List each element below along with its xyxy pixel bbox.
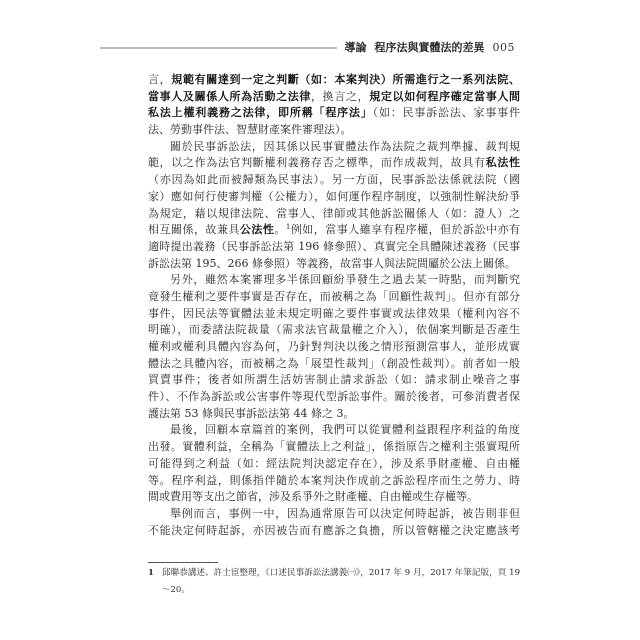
- text-run: 舉例而言，事例一中，因為通常原告可以決定何時起訴，被告則非但: [170, 506, 520, 520]
- text-run: 為規定，藉以規律法院、當事人、律師或其他訴訟關係人（如：證人）之: [148, 206, 520, 220]
- text-run: （如：民事訴訟法、家事事件: [372, 106, 521, 120]
- text-run: 明確），而委諸法院裁量（需求法官裁量權之介入），依個案判斷是否產生: [148, 323, 520, 337]
- paragraph: [148, 139, 520, 273]
- chapter-title: 程序法與實體法的差異: [374, 41, 485, 54]
- text-line: [148, 206, 520, 223]
- text-run: 範，以之作為法官判斷權利義務存否之標準，而作成裁判，故具有: [148, 156, 486, 170]
- text-run: 另外，雖然本案審理多半係回顧紛爭發生之過去某一時點，而判斷究: [170, 273, 520, 287]
- bold-text: 規範有關達到一定之判斷（如：本案判決）所需進行之一系列法院、: [171, 73, 521, 86]
- paragraph: [148, 506, 520, 539]
- text-run: ，換言之，: [311, 89, 370, 103]
- page-number: 005: [492, 41, 515, 54]
- text-run: 適時提出義務（民事訴訟法第 196 條參照）、真實完全具體陳述義務（民事: [148, 239, 520, 253]
- text-line: [148, 506, 520, 523]
- text-run: （亦因為如此而被歸類為民事法）。另一方面，民事訴訟法係就法院（國: [148, 173, 520, 187]
- text-line: [148, 89, 520, 106]
- header-rule: [100, 47, 337, 49]
- text-line: [148, 339, 520, 356]
- text-run: 例如，當事人雖享有程序權，但於訴訟中亦有: [290, 223, 521, 237]
- paragraph: [148, 72, 520, 139]
- bold-text: 當事人及關係人所為活動之法律: [148, 89, 312, 103]
- bold-text: 私法上權利義務之法律，即所稱「程序法」: [148, 106, 373, 120]
- text-run: 不能決定何時起訴，亦因被告而有應訴之負擔，所以管轄權之決定應該考: [148, 523, 520, 537]
- text-run: 竟發生權利之要件事實是否存在，而被稱之為「回顧性裁判」。但亦有部分: [148, 289, 520, 303]
- footnote-line: 邱聯恭講述、許士宦整理，《口述民事訴訟法講義㈠》，2017 年 9 月，2017 年筆記版，頁 19: [162, 568, 520, 578]
- text-run: 事件，因民法等實體法並未規定明確之要件事實或法律效果（權利內容不: [148, 306, 520, 320]
- text-line: [148, 422, 520, 439]
- text-run: 等。程序利益，則係指伴隨於本案判決作成前之訴訟程序而生之勞力、時: [148, 473, 520, 487]
- text-run: 護法第 53 條與民事訴訟法第 44 條之 3。: [148, 406, 355, 420]
- text-run: 相互關係，故兼具: [148, 223, 240, 237]
- text-line: [148, 322, 520, 339]
- text-run: 家）應如何行使審判權（公權力），如何運作程序制度，以強制性解決紛爭: [148, 189, 520, 203]
- text-line: [148, 272, 520, 289]
- text-run: 權利或權利具體內容為何，乃針對判決以後之情形預測當事人，並形成實: [148, 340, 520, 353]
- text-line: [148, 222, 520, 239]
- text-line: [148, 122, 520, 139]
- paragraph: [148, 272, 520, 422]
- text-line: [148, 389, 520, 406]
- text-line: [148, 456, 520, 473]
- bold-text: 規定以如何程序確定當事人間: [369, 89, 521, 103]
- text-run: 件）、不作為訴訟或公害事件等現代型訴訟事件。關於後者，可參消費者保: [148, 390, 520, 404]
- running-head: [100, 40, 515, 56]
- text-line: [148, 139, 520, 156]
- text-run: 間或費用等支出之節省，涉及系爭外之財產權、自由權或生存權等。: [148, 490, 478, 504]
- text-line: [148, 523, 520, 540]
- text-run: 買賣事件；後者如所謂生活妨害制止請求訴訟（如：請求制止噪音之事: [148, 373, 520, 387]
- footnote-rule: [148, 562, 218, 563]
- text-line: [148, 105, 520, 122]
- text-run: 法、勞動事件法、智慧財產案件審理法）。: [148, 123, 352, 137]
- text-run: 言，: [148, 73, 172, 86]
- text-run: 關於民事訴訟法，因其係以民事實體法作為法院之裁判準據、裁判規: [170, 139, 520, 153]
- text-run: 。: [274, 223, 286, 237]
- text-run: 可能得到之利益（如：經法院判決認定存在），涉及系爭財產權、自由權: [148, 456, 520, 470]
- text-run: 訴訟法第 195、266 條參照）等義務，故當事人與法院間屬於公法上關係。: [148, 256, 516, 270]
- footnote-text: [162, 565, 520, 599]
- text-line: [148, 439, 520, 456]
- footnote-reference: 1: [285, 223, 291, 232]
- text-line: [148, 356, 520, 373]
- text-line: [148, 239, 520, 256]
- text-line: [148, 473, 520, 490]
- body-text: [148, 72, 520, 539]
- text-run: 出發。實體利益，全稱為「實體法上之利益」，係指原告之權利主張實現所: [148, 440, 520, 454]
- footnote-marker: 1: [148, 568, 154, 578]
- text-line: [148, 406, 520, 423]
- text-run: 體法之具體內容，而被稱之為「展望性裁判」（創設性裁判）。前者如一般: [148, 356, 520, 370]
- text-line: [148, 72, 520, 89]
- paragraph: [148, 422, 520, 505]
- text-line: [148, 489, 520, 506]
- bold-text: 公法性: [239, 223, 275, 237]
- text-line: [148, 172, 520, 189]
- text-line: [148, 306, 520, 323]
- text-line: [148, 189, 520, 206]
- bold-text: 私法性: [485, 156, 521, 170]
- chapter-label: 導論: [344, 41, 367, 54]
- text-line: [148, 155, 520, 172]
- text-run: 最後，回顧本章篇首的案例，我們可以從實體利益跟程序利益的角度: [170, 423, 520, 437]
- text-line: [148, 372, 520, 389]
- text-line: [148, 256, 520, 273]
- footnote-line: ～20。: [162, 585, 190, 595]
- text-line: [148, 289, 520, 306]
